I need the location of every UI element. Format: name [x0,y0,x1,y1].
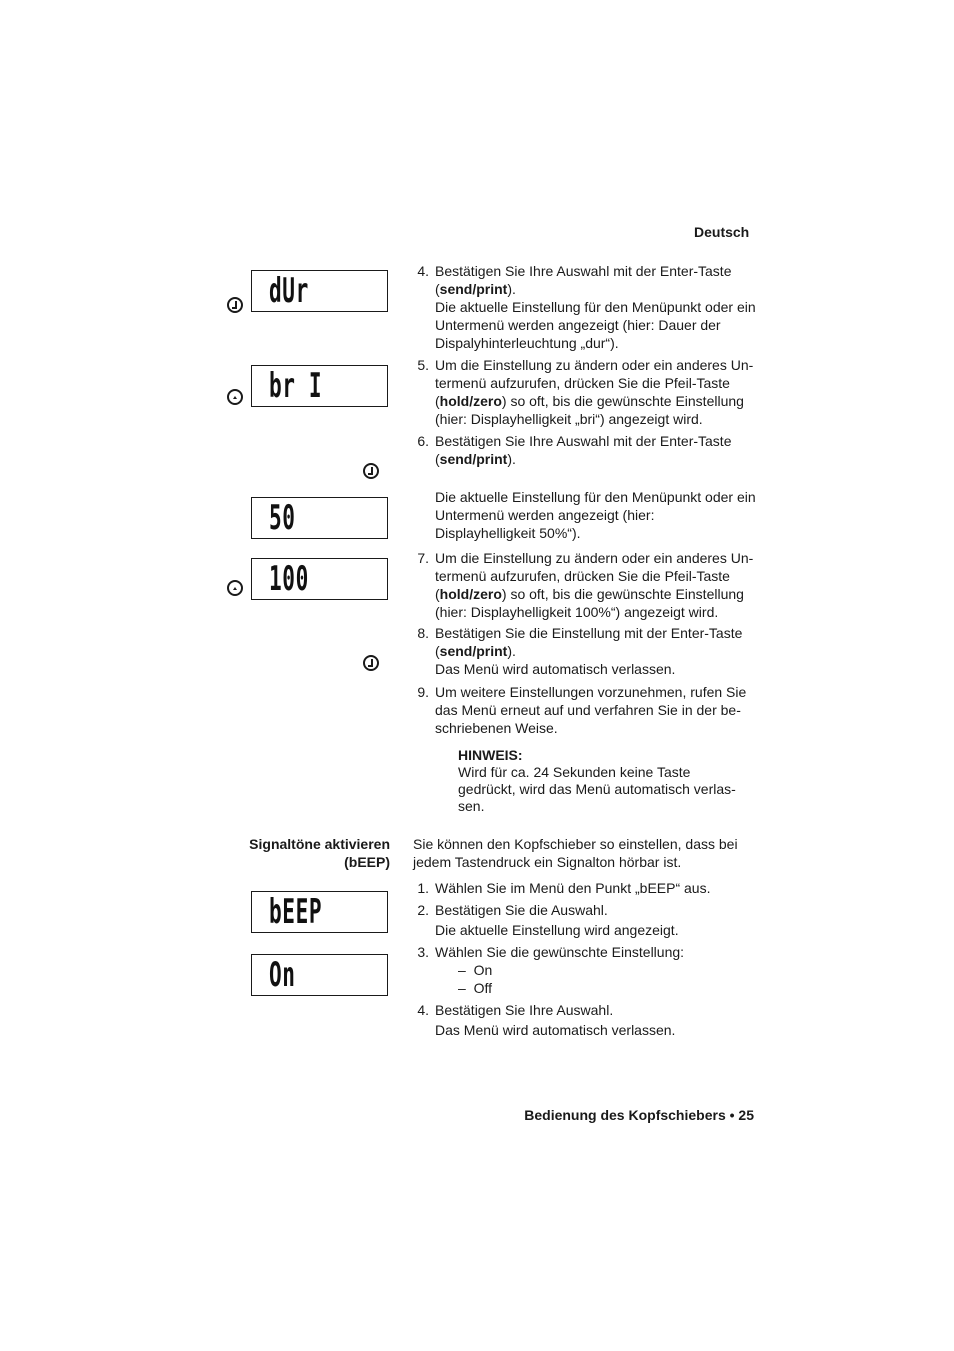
page-language-header: Deutsch [694,224,750,240]
step-number: 7. [417,550,429,566]
section-title-line: Signaltöne aktivieren [249,836,390,852]
step-text: ) so oft, bis die gewünschte Einstellung (hier: Displayhelligkeit 100%“) angezeigt wird. [435,586,744,620]
lcd-text: dUr [269,271,309,311]
list-item [413,624,758,678]
key-name: send/print [439,451,508,467]
list-item [413,432,758,542]
option-item: – On [458,962,493,978]
key-name: hold/zero [439,586,502,602]
step-text: Bestätigen Sie die Einstellung mit der Enter-Taste ( [435,625,743,659]
step-detail: Die aktuelle Einstellung wird angezeigt. [435,922,679,938]
page-footer: Bedienung des Kopfschiebers • 25 [524,1107,754,1123]
step-detail: Das Menü wird automatisch verlassen. [435,661,676,677]
step-text: Bestätigen Sie Ihre Auswahl. [435,1002,614,1018]
lcd-text: br I [269,366,323,406]
step-number: 5. [417,357,429,373]
list-item [413,356,758,428]
section-title-line: (bEEP) [344,854,390,870]
note-text: Wird für ca. 24 Sekunden keine Taste gedrückt, wird das Menü automatisch verlas-sen. [458,764,736,814]
lcd-display-50 [251,497,388,539]
step-number: 2. [417,902,429,918]
lcd-text: On [269,955,296,995]
key-name: hold/zero [439,393,502,409]
lcd-display-bri [251,365,388,407]
option-item: – Off [458,980,492,996]
list-item [413,683,758,737]
step-text: Um die Einstellung zu ändern oder ein anderes Un-termenü aufzurufen, drücken Sie die Pfeil-Taste ( [435,357,754,409]
step-number: 4. [417,263,429,279]
step-text: Bestätigen Sie Ihre Auswahl mit der Enter-Taste ( [435,433,732,467]
step-detail: Die aktuelle Einstellung für den Menüpunkt oder ein Untermenü werden angezeigt (hier: Displayhelligkeit 50%“). [435,489,756,541]
lcd-text: 50 [269,498,296,538]
step-number: 4. [417,1002,429,1018]
lcd-display-dur [251,270,388,312]
step-text: Um weitere Einstellungen vorzunehmen, rufen Sie das Menü erneut auf und verfahren Sie in der be-schriebenen Weise. [435,684,747,736]
lcd-text: 100 [269,559,309,599]
enter-key-icon [363,463,379,479]
list-item [413,262,758,352]
section-title [200,835,390,871]
lcd-text: bEEP [269,892,323,932]
enter-key-icon [363,655,379,671]
lcd-display-100 [251,558,388,600]
list-item [413,943,758,997]
note-box [458,746,748,815]
step-number: 3. [417,944,429,960]
step-number: 1. [417,880,429,896]
step-text: ). [507,281,516,297]
option-label: Off [473,980,492,996]
lcd-display-beep [251,891,388,933]
step-detail: Die aktuelle Einstellung für den Menüpunkt oder ein Untermenü werden angezeigt (hier: Dauer der Dispalyhinterleuchtung „dur“). [435,299,756,351]
step-text: Um die Einstellung zu ändern oder ein anderes Un-termenü aufzurufen, drücken Sie die Pfeil-Taste ( [435,550,754,602]
arrow-key-icon [227,580,243,596]
note-title: HINWEIS: [458,747,523,763]
list-item [413,879,758,897]
step-number: 8. [417,625,429,641]
key-name: send/print [439,281,508,297]
step-text: ) so oft, bis die gewünschte Einstellung (hier: Displayhelligkeit „bri“) angezeigt wird. [435,393,744,427]
lcd-display-on [251,954,388,996]
step-detail: Das Menü wird automatisch verlassen. [435,1022,676,1038]
step-text: Wählen Sie im Menü den Punkt „bEEP“ aus. [435,880,711,896]
key-name: send/print [439,643,508,659]
step-number: 6. [417,433,429,449]
step-text: Wählen Sie die gewünschte Einstellung: [435,944,685,960]
enter-key-icon [227,297,243,313]
step-text: ). [507,643,516,659]
arrow-key-icon [227,389,243,405]
step-text: Bestätigen Sie die Auswahl. [435,902,608,918]
list-item [413,549,758,621]
step-number: 9. [417,684,429,700]
step-text: Bestätigen Sie Ihre Auswahl mit der Enter-Taste ( [435,263,732,297]
section-intro: Sie können den Kopfschieber so einstellen, dass bei jedem Tastendruck ein Signalton hörbar ist. [413,836,738,870]
step-text: ). [507,451,516,467]
list-item [413,1001,758,1039]
option-label: On [473,962,493,978]
list-item [413,901,758,939]
